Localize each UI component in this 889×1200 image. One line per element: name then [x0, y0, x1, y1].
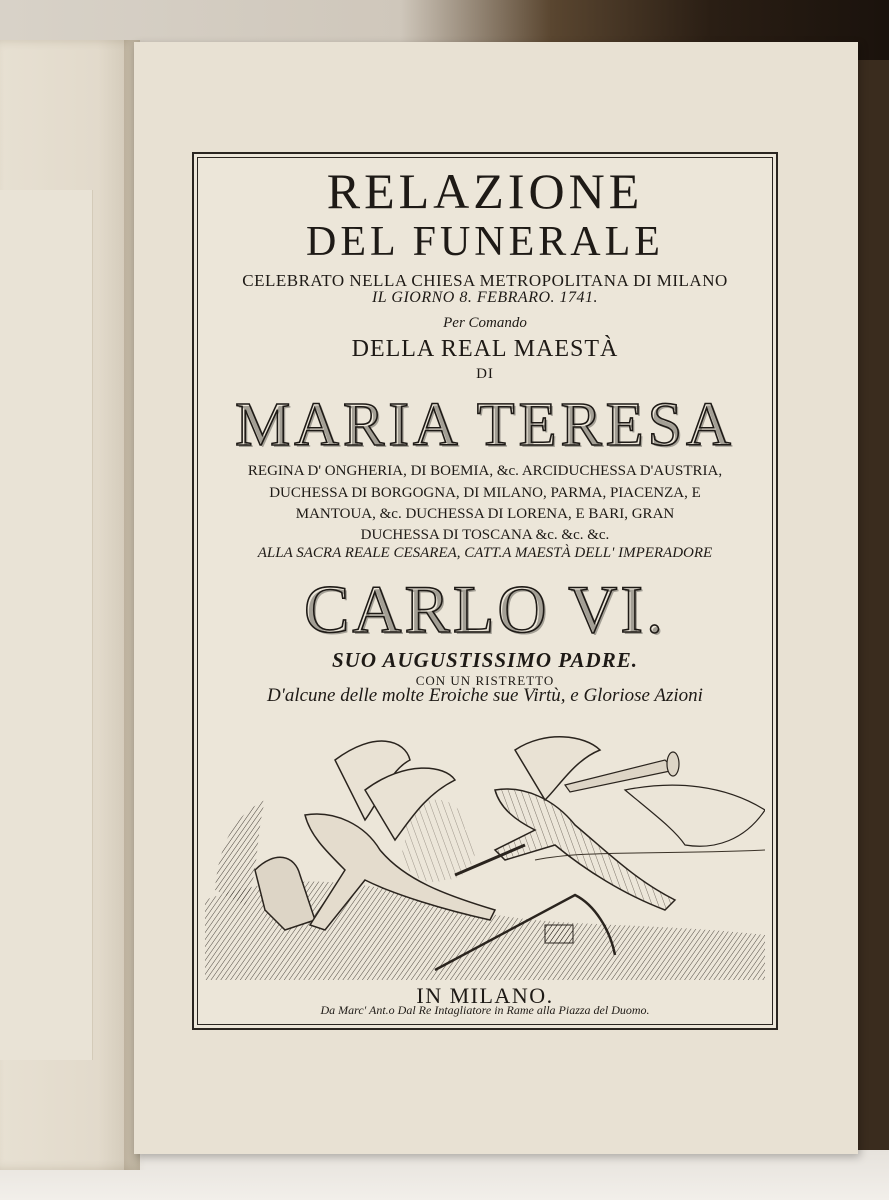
left-page-plate-mark [0, 190, 93, 1060]
fame-angel-wings [515, 737, 600, 800]
father-line: SUO AUGUSTISSIMO PADRE. [332, 648, 638, 672]
celebrated-line: CELEBRATO NELLA CHIESA METROPOLITANA DI MILANO [242, 271, 728, 290]
emperor-name: CARLO VI. [304, 571, 666, 647]
titles-line-4: DUCHESSA DI TOSCANA &c. &c. &c. [360, 527, 610, 543]
engraved-illustration [205, 730, 765, 980]
place-line: IN MILANO. [416, 983, 554, 1008]
summary-line: CON UN RISTRETTO [415, 673, 555, 688]
virtues-line: D'alcune delle molte Eroiche sue Virtù, e Gloriose Azioni [267, 685, 703, 706]
by-order-line: Per Comando [443, 315, 527, 331]
titles-line-1: REGINA D' ONGHERIA, DI BOEMIA, &c. ARCIDUCHESSA D'AUSTRIA, [247, 463, 723, 479]
title-line-1: RELAZIONE [326, 163, 644, 219]
stone-block [545, 925, 573, 943]
to-emperor-line: ALLA SACRA REALE CESAREA, CATT.A MAESTÀ DELL' IMPERADORE [257, 545, 713, 561]
title-line-2: DEL FUNERALE [306, 219, 664, 265]
queen-name: MARIA TERESA [235, 391, 735, 459]
titles-line-3: MANTOUA, &c. DUCHESSA DI LORENA, E BARI, GRAN [295, 506, 675, 522]
left-page [0, 40, 140, 1170]
banner-drapery [625, 785, 765, 846]
titles-line-2: DUCHESSA DI BORGOGNA, DI MILANO, PARMA, PIACENZA, E [269, 485, 701, 501]
date-line: IL GIORNO 8. FEBRARO. 1741. [371, 289, 599, 306]
di-line: DI [476, 366, 494, 382]
majesty-line: DELLA REAL MAESTÀ [351, 336, 619, 362]
trumpet-bell [667, 752, 679, 776]
imprint-line: Da Marc' Ant.o Dal Re Intagliatore in Rame alla Piazza del Duomo. [320, 1003, 650, 1017]
